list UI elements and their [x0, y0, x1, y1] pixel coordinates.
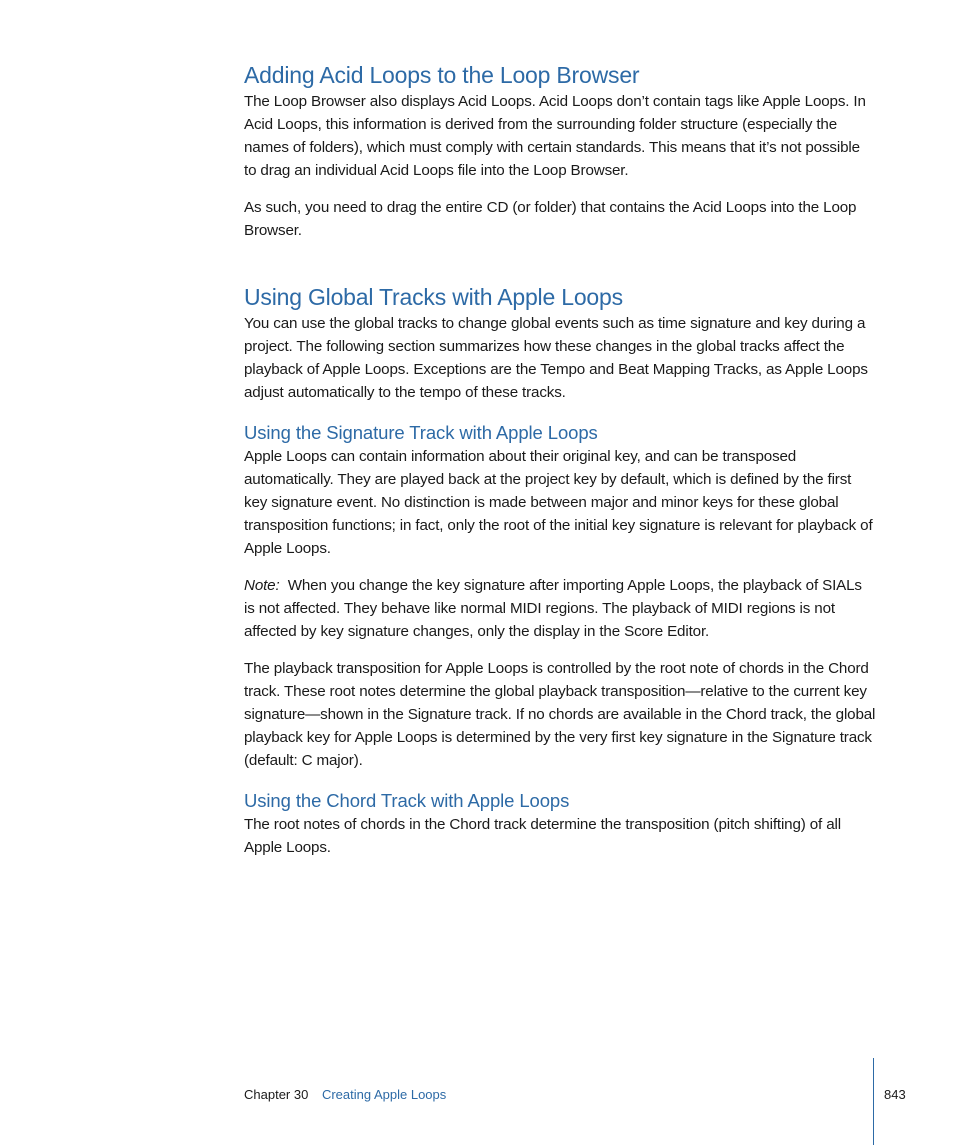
paragraph-chord-intro: The root notes of chords in the Chord track determine the transposition (pitch shifting) of all Apple Loops. — [244, 816, 841, 856]
heading-adding-acid-loops: Adding Acid Loops to the Loop Browser — [244, 62, 640, 88]
paragraph-global-intro: You can use the global tracks to change global events such as time signature and key during a project. The following section summarizes how these changes in the global tracks affect the playback of Apple Loops. Exceptions are the Tempo and Beat Mapping Tracks, as Apple Loops adjust automatically to the tempo of these tracks. — [244, 315, 868, 401]
note-text: When you change the key signature after importing Apple Loops, the playback of SIALs is not affected. They behave like normal MIDI regions. The playback of MIDI regions is not affected by key signature changes, only the display in the Score Editor. — [244, 577, 862, 640]
page-number: 843 — [884, 1087, 906, 1102]
paragraph-signature-intro: Apple Loops can contain information about their original key, and can be transposed automatically. They are played back at the project key by default, which is defined by the first key signature event. No distinction is made between major and minor keys for these global transposition functions; in fact, only the root of the initial key signature is relevant for playback of Apple Loops. — [244, 448, 873, 557]
paragraph-acid-drag-cd: As such, you need to drag the entire CD (or folder) that contains the Acid Loops into the Loop Browser. — [244, 199, 857, 239]
note-label: Note: — [244, 577, 280, 594]
heading-using-global-tracks: Using Global Tracks with Apple Loops — [244, 284, 623, 310]
paragraph-signature-transposition: The playback transposition for Apple Loops is controlled by the root note of chords in the Chord track. These root notes determine the global playback transposition—relative to the current key signature—shown in the Signature track. If no chords are available in the Chord track, the global playback key for Apple Loops is determined by the very first key signature in the Signature track (default: C major). — [244, 660, 876, 769]
page-content — [244, 60, 876, 859]
footer-divider — [873, 1058, 874, 1145]
heading-chord-track: Using the Chord Track with Apple Loops — [244, 790, 570, 811]
heading-signature-track: Using the Signature Track with Apple Loops — [244, 422, 598, 443]
paragraph-signature-note — [244, 574, 876, 643]
page-footer — [244, 1086, 446, 1104]
paragraph-acid-intro: The Loop Browser also displays Acid Loops. Acid Loops don’t contain tags like Apple Loops. In Acid Loops, this information is derived from the surrounding folder structure (especially the names of folders), which must comply with certain standards. This means that it’s not possible to drag an individual Acid Loops file into the Loop Browser. — [244, 93, 866, 179]
footer-chapter-label: Chapter 30 — [244, 1087, 309, 1102]
footer-chapter-title[interactable]: Creating Apple Loops — [321, 1087, 447, 1102]
